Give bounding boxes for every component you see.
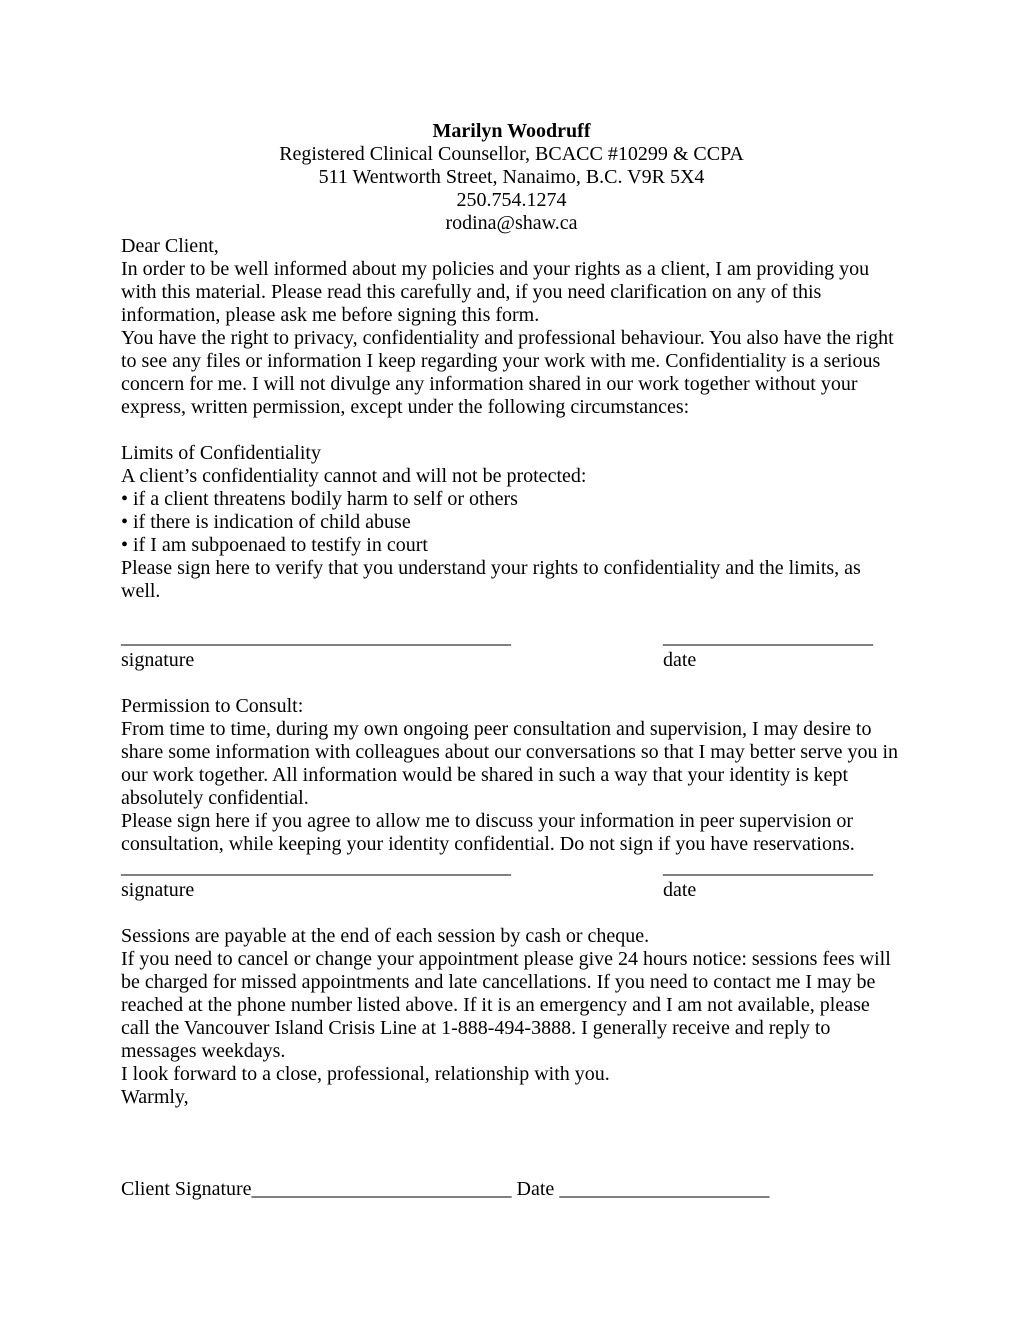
limit-bullet-child-abuse: • if there is indication of child abuse	[121, 511, 411, 533]
consult-sign-prompt: Please sign here if you agree to allow me to discuss your information in peer supervision or consultation, while keeping your identity confidential. Do not sign if you have reservations.	[121, 810, 855, 855]
signature-label: signature	[121, 879, 195, 901]
limits-heading: Limits of Confidentiality	[121, 442, 321, 464]
limit-bullet-subpoena: • if I am subpoenaed to testify in court	[121, 534, 428, 556]
date-line: _____________________	[663, 626, 873, 648]
letterhead-credentials: Registered Clinical Counsellor, BCACC #10299 & CCPA	[279, 143, 744, 165]
rights-paragraph: You have the right to privacy, confidentiality and professional behaviour. You also have the right to see any files or information I keep regarding your work with me. Confidentiality is a serious concern for me. I will not divulge any information shared in our work together without your express, written permission, except under the following circumstances:	[121, 327, 894, 418]
letterhead-email: rodina@shaw.ca	[445, 212, 578, 234]
blank-line	[121, 419, 902, 442]
letterhead	[121, 120, 902, 235]
limit-bullet-harm: • if a client threatens bodily harm to self or others	[121, 488, 518, 510]
client-signature-line: __________________________	[251, 1178, 512, 1200]
client-signature-label: Client Signature	[121, 1178, 252, 1200]
limits-sign-prompt: Please sign here to verify that you understand your rights to confidentiality and the limits, as well.	[121, 557, 861, 602]
letterhead-phone: 250.754.1274	[456, 189, 567, 211]
consult-paragraph: From time to time, during my own ongoing peer consultation and supervision, I may desire to share some information with colleagues about our conversations so that I may better serve you in our work together. All information would be shared in such a way that your identity is kept absolutely confidential.	[121, 718, 899, 809]
intro-paragraph: In order to be well informed about my policies and your rights as a client, I am providing you with this material. Please read this carefully and, if you need clarification on any of this information, please ask me before signing this form.	[121, 258, 870, 326]
salutation: Dear Client,	[121, 235, 219, 257]
date-label: date	[663, 879, 697, 901]
payment-paragraph: Sessions are payable at the end of each session by cash or cheque.	[121, 925, 650, 947]
confidentiality-signature-block	[121, 626, 902, 672]
blank-space	[121, 1109, 902, 1178]
consult-signature-block	[121, 856, 902, 902]
blank-line	[121, 902, 902, 925]
closing-warmly: Warmly,	[121, 1086, 189, 1108]
date-line: _____________________	[663, 856, 873, 878]
consult-heading: Permission to Consult:	[121, 695, 304, 717]
signature-line: _______________________________________	[121, 626, 511, 648]
signature-line: _______________________________________	[121, 856, 511, 878]
client-date-line: _____________________	[559, 1178, 770, 1200]
signature-label: signature	[121, 649, 195, 671]
closing-paragraph: I look forward to a close, professional, relationship with you.	[121, 1063, 610, 1085]
blank-line	[121, 603, 902, 626]
client-signature-row	[121, 1178, 902, 1201]
date-label: date	[663, 649, 697, 671]
blank-line	[121, 672, 902, 695]
client-date-label: Date	[516, 1178, 555, 1200]
cancellation-paragraph: If you need to cancel or change your appointment please give 24 hours notice: sessions fees will be charged for missed appointments and late cancellations. If you need to contact me I may be reached at the phone number listed above. If it is an emergency and I am not available, please call the Vancouver Island Crisis Line at 1-888-494-3888. I generally receive and reply to messages weekdays.	[121, 948, 891, 1062]
letterhead-name: Marilyn Woodruff	[432, 120, 591, 142]
limits-intro: A client’s confidentiality cannot and will not be protected:	[121, 465, 587, 487]
letterhead-address: 511 Wentworth Street, Nanaimo, B.C. V9R 5X4	[318, 166, 705, 188]
